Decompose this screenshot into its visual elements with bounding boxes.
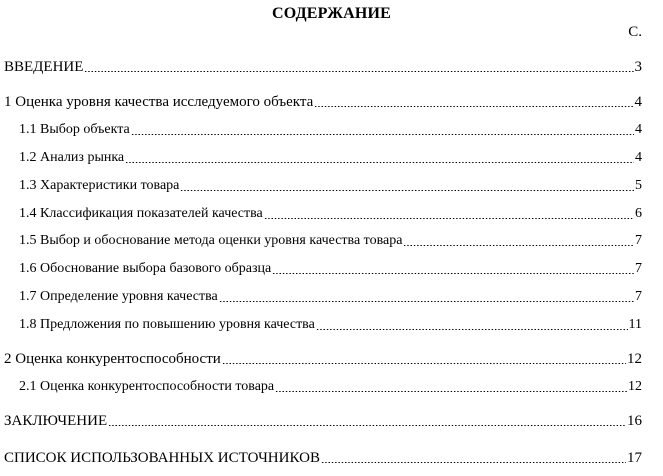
toc-entry-text: 1 Оценка уровня качества исследуемого объекта [4, 94, 314, 110]
toc-entry-section-1-7[interactable] [19, 288, 642, 306]
toc-entry-page: 4 [635, 150, 642, 165]
toc-entry-section-1-8[interactable] [19, 316, 642, 334]
toc-entry-text: 2 Оценка конкурентоспособности [4, 351, 221, 367]
toc-entry-section-1-3[interactable] [19, 177, 642, 195]
toc-entry-section-1-2[interactable] [19, 149, 642, 167]
toc-entry-page: 4 [635, 122, 642, 137]
dot-leader [131, 134, 634, 135]
toc-entry-page: 12 [627, 351, 642, 367]
toc-entry-references[interactable] [4, 449, 642, 467]
toc-entry-section-1[interactable] [4, 93, 642, 111]
toc-entry-text: 1.1 Выбор объекта [19, 122, 130, 137]
dot-leader [272, 273, 634, 274]
toc-entry-text: 2.1 Оценка конкурентоспособности товара [19, 379, 275, 394]
dot-leader [108, 425, 626, 426]
toc-entry-section-1-5[interactable] [19, 232, 642, 250]
document-title: СОДЕРЖАНИЕ [271, 5, 392, 22]
toc-entry-text: 1.2 Анализ рынка [19, 150, 125, 165]
dot-leader [222, 363, 626, 364]
dot-leader [219, 301, 634, 302]
toc-entry-page: 7 [635, 261, 642, 276]
toc-entry-page: 12 [628, 379, 642, 394]
toc-entry-page: 16 [627, 413, 642, 429]
page-column-label: С. [628, 24, 642, 40]
dot-leader [125, 162, 634, 163]
dot-leader [314, 106, 633, 107]
toc-entry-text: 1.3 Характеристики товара [19, 178, 180, 193]
toc-entry-text: ВВЕДЕНИЕ [4, 59, 84, 75]
toc-entry-section-2[interactable] [4, 350, 642, 368]
toc-entry-text: 1.8 Предложения по повышению уровня качества [19, 317, 315, 332]
toc-entry-page: 6 [635, 206, 642, 221]
toc-entry-page: 7 [635, 233, 642, 248]
toc-entry-text: 1.6 Обоснование выбора базового образца [19, 261, 272, 276]
toc-entry-page: 7 [635, 289, 642, 304]
dot-leader [316, 329, 628, 330]
toc-entry-section-1-6[interactable] [19, 260, 642, 278]
toc-entry-text: 1.5 Выбор и обоснование метода оценки уровня качества товара [19, 233, 403, 248]
toc-entry-text: 1.4 Классификация показателей качества [19, 206, 263, 221]
dot-leader [84, 71, 633, 72]
toc-entry-conclusion[interactable] [4, 412, 642, 430]
dot-leader [321, 462, 626, 463]
toc-entry-text: 1.7 Определение уровня качества [19, 289, 218, 304]
toc-entry-section-1-4[interactable] [19, 205, 642, 223]
dot-leader [275, 391, 627, 392]
toc-entry-introduction[interactable] [4, 58, 642, 76]
dot-leader [403, 245, 634, 246]
toc-entry-section-1-1[interactable] [19, 121, 642, 139]
toc-entry-page: 3 [634, 59, 642, 75]
toc-entry-page: 17 [627, 450, 642, 466]
toc-entry-page: 11 [628, 317, 642, 332]
dot-leader [264, 218, 634, 219]
dot-leader [180, 190, 634, 191]
toc-entry-section-2-1[interactable] [19, 378, 642, 396]
toc-entry-text: ЗАКЛЮЧЕНИЕ [4, 413, 108, 429]
toc-entry-text: СПИСОК ИСПОЛЬЗОВАННЫХ ИСТОЧНИКОВ [4, 450, 320, 466]
toc-entry-page: 4 [634, 94, 642, 110]
toc-entry-page: 5 [635, 178, 642, 193]
